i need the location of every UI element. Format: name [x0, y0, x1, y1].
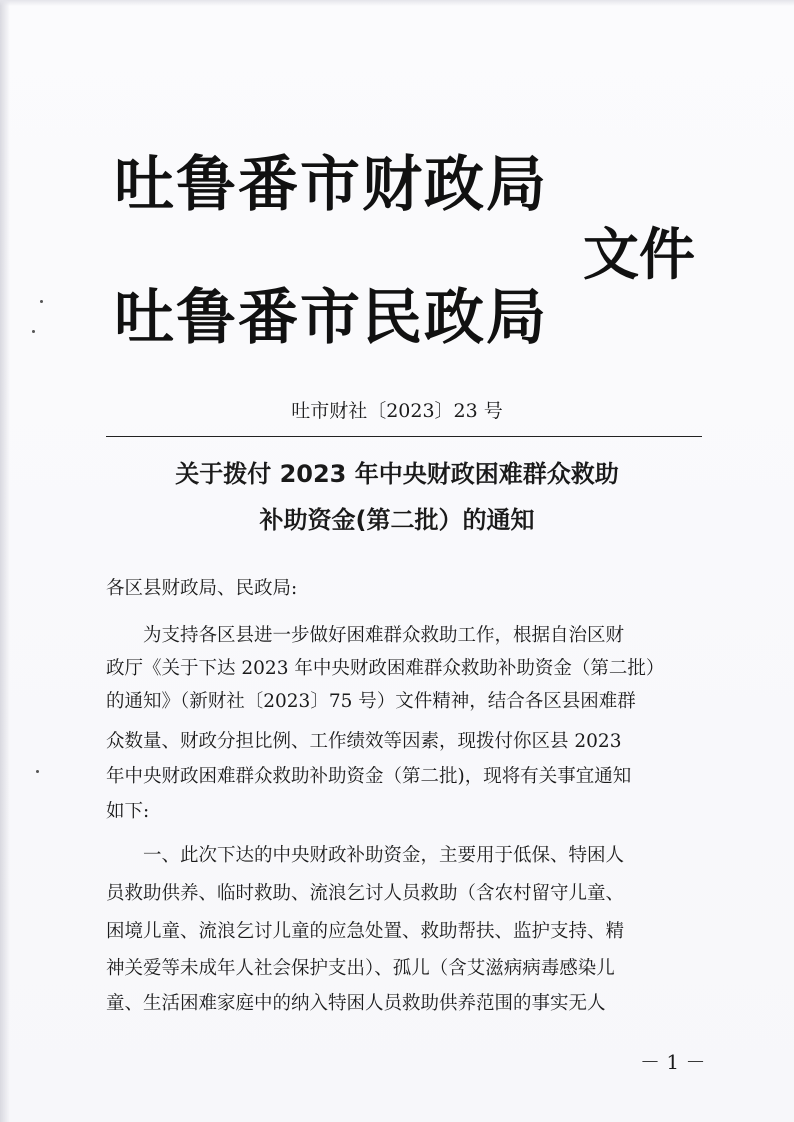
document-number: 吐市财社〔2023〕23 号: [291, 400, 503, 422]
body-line: 困境儿童、流浪乞讨儿童的应急处置、救助帮扶、监护支持、精: [106, 921, 625, 942]
body-line: 童、生活困难家庭中的纳入特困人员救助供养范围的事实无人: [106, 993, 606, 1014]
scan-speck: [32, 330, 35, 333]
salutation: 各区县财政局、民政局:: [106, 578, 298, 599]
issuer-civil-affairs-bureau: 吐鲁番市民政局: [114, 283, 548, 353]
body-line: 如下:: [106, 801, 150, 822]
body-line: 的通知》（新财社〔2023〕75 号）文件精神，结合各区县困难群: [106, 691, 636, 712]
body-line: 年中央财政困难群众救助补助资金（第二批)，现将有关事宜通知: [106, 766, 632, 787]
body-line: 众数量、财政分担比例、工作绩效等因素，现拨付你区县 2023: [106, 731, 622, 752]
body-line: 一、此次下达的中央财政补助资金，主要用于低保、特困人: [106, 845, 625, 866]
issuer-finance-bureau: 吐鲁番市财政局: [114, 150, 548, 220]
body-line: 神关爱等未成年人社会保护支出）、孤儿（含艾滋病病毒感染儿: [106, 958, 615, 979]
header-divider: [106, 436, 702, 437]
scan-edge-top: [0, 0, 794, 6]
scan-speck: [40, 300, 43, 303]
scan-edge-left: [0, 0, 10, 1122]
notice-title-line-2: 补助资金(第二批）的通知: [259, 506, 535, 534]
body-line: 政厅《关于下达 2023 年中央财政困难群众救助补助资金（第二批）: [106, 658, 665, 679]
notice-title-line-1: 关于拨付 2023 年中央财政困难群众救助: [175, 460, 619, 488]
page-number: － 1 －: [640, 1050, 706, 1074]
body-line: 为支持各区县进一步做好困难群众救助工作，根据自治区财: [106, 625, 625, 646]
body-line: 员救助供养、临时救助、流浪乞讨人员救助（含农村留守儿童、: [106, 883, 625, 904]
scan-speck: [36, 770, 39, 773]
document-suffix: 文件: [583, 223, 695, 288]
